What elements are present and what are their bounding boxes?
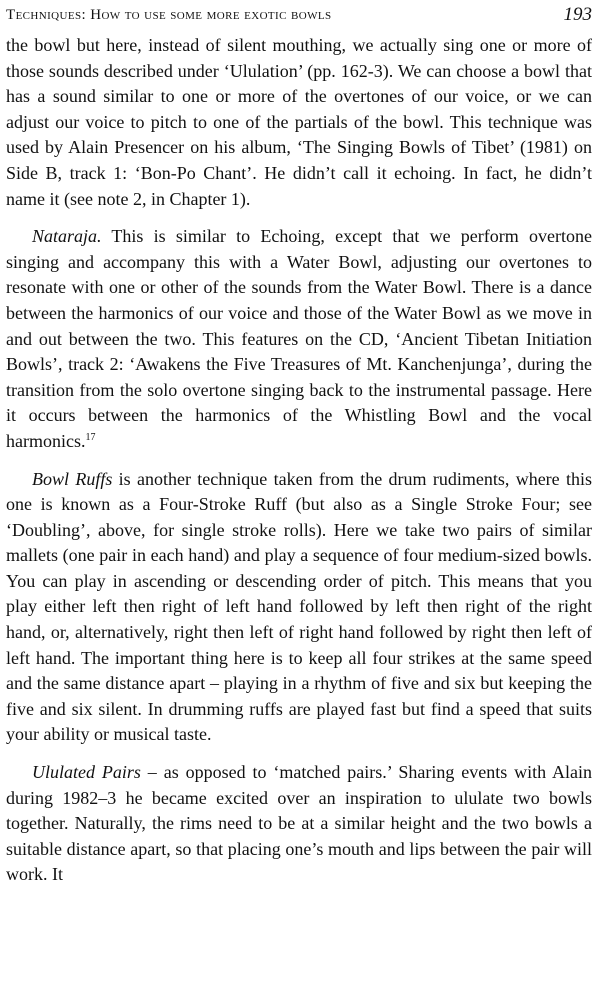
- paragraph-text: is another technique taken from the drum rudiments, where this one is known as a Four-Stroke Ruff (but also as a Single Stroke Four; see ‘Doubling’, above, for single stroke rolls). Here we take two pairs of similar mallets (one pair in each hand) and play a sequence of four medium-sized bowls. You can play in ascending or descending order of pitch. This means that you play either left then right of left hand followed by left then right of the right hand, or, alternatively, right then left of right hand followed by right then left of left hand. The important thing here is to keep all four strikes at the same speed and the same distance apart – playing in a rhythm of five and six but keeping the five and six silent. In drumming ruffs are played fast but find a speed that suits your ability or musical taste.: [6, 468, 592, 745]
- paragraph-ululated-pairs: [6, 760, 592, 888]
- footnote-marker: 17: [85, 431, 96, 443]
- paragraph-bowl-ruffs: [6, 467, 592, 749]
- book-page: [6, 0, 592, 1004]
- running-header: [6, 4, 592, 30]
- paragraph-text: the bowl but here, instead of silent mouthing, we actually sing one or more of those sounds described under ‘Ululation’ (pp. 162-3). We can choose a bowl that has a sound similar to one or more of the overtones of our voice, or we can adjust our voice to pitch to one of the partials of the bowl. This technique was used by Alain Presencer on his album, ‘The Singing Bowls of Tibet’ (1981) on Side B, track 1: ‘Bon-Po Chant’. He didn’t call it echoing. In fact, he didn’t name it (see note 2, in Chapter 1).: [6, 35, 592, 209]
- run-in-heading-nataraja: Nataraja.: [32, 226, 102, 247]
- chapter-running-title: Techniques: How to use some more exotic bowls: [6, 7, 332, 23]
- run-in-heading-bowl-ruffs: Bowl Ruffs: [32, 468, 113, 489]
- run-in-heading-ululated-pairs: Ululated Pairs: [32, 762, 141, 783]
- paragraph-nataraja: [6, 224, 592, 454]
- paragraph-echoing-continuation: [6, 33, 592, 212]
- paragraph-text: This is similar to Echoing, except that we perform overtone singing and accompany this with a Water Bowl, adjusting our overtones to resonate with one or other of the sounds from the Water Bowl. There is a dance between the harmonics of our voice and those of the Water Bowl as we move in and out between the two. This features on the CD, ‘Ancient Tibetan Initiation Bowls’, track 2: ‘Awakens the Five Treasures of Mt. Kanchenjunga’, during the transition from the solo overtone singing back to the instrumental passage. Here it occurs between the harmonics of the Whistling Bowl and the vocal harmonics.: [6, 226, 592, 451]
- page-number: 193: [563, 4, 592, 25]
- paragraph-text: – as opposed to ‘matched pairs.’ Sharing events with Alain during 1982–3 he became excited over an inspiration to ululate two bowls together. Naturally, the rims need to be at a similar height and the two bowls a suitable distance apart, so that placing one’s mouth and lips between the pair will work. It: [6, 762, 593, 885]
- body-text: [6, 33, 592, 888]
